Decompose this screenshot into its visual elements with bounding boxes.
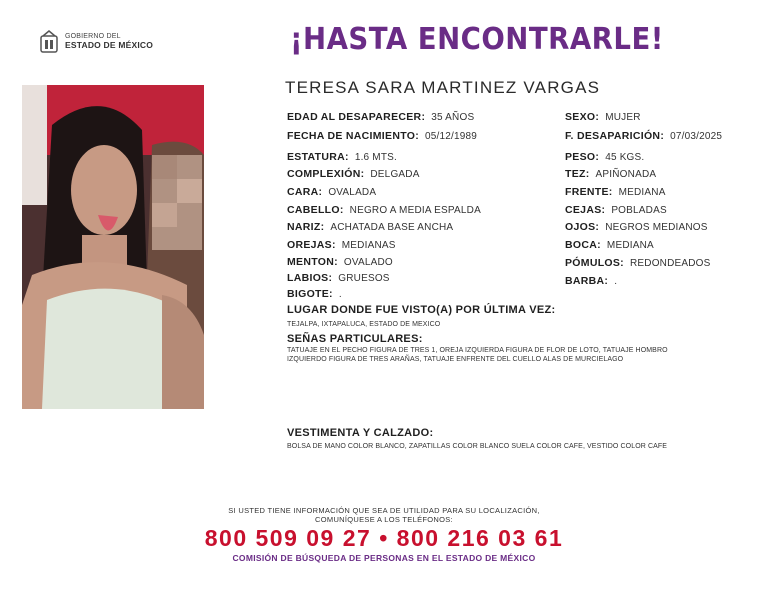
particulars-line-1: TATUAJE EN EL PECHO FIGURA DE TRES 1, OREJA IZQUIERDA FIGURA DE FLOR DE LOTO, TATUAJE HOMBRO [287,347,668,354]
field-peso: PESO: 45 KGS. [565,151,645,163]
field-desaparicion: F. DESAPARICIÓN: 07/03/2025 [565,130,723,142]
field-edad: EDAD AL DESAPARECER: 35 AÑOS [287,111,475,123]
field-cabello: CABELLO: NEGRO A MEDIA ESPALDA [287,204,481,216]
last-seen-label: LUGAR DONDE FUE VISTO(A) POR ÚLTIMA VEZ: [287,304,556,316]
particulars-line-2: IZQUIERDO FIGURA DE TRES ARAÑAS, TATUAJE ENFRENTE DEL CUELLO ALAS DE MURCIELAGO [287,356,624,363]
coat-of-arms-icon [38,30,60,54]
field-pomulos: PÓMULOS: REDONDEADOS [565,257,711,269]
field-complexion: COMPLEXIÓN: DELGADA [287,168,420,180]
field-tez: TEZ: APIÑONADA [565,168,657,180]
particulars-label: SEÑAS PARTICULARES: [287,333,423,345]
field-cara: CARA: OVALADA [287,186,377,198]
field-estatura: ESTATURA: 1.6 MTS. [287,151,397,163]
field-sexo: SEXO: MUJER [565,111,641,123]
field-nacimiento: FECHA DE NACIMIENTO: 05/12/1989 [287,130,478,142]
person-name: TERESA SARA MARTINEZ VARGAS [285,78,601,97]
clothing-label: VESTIMENTA Y CALZADO: [287,427,434,439]
logo-line-2: ESTADO DE MÉXICO [65,40,154,50]
footer-line-1: SI USTED TIENE INFORMACIÓN QUE SEA DE UTILIDAD PARA SU LOCALIZACIÓN, [228,506,540,515]
field-ojos: OJOS: NEGROS MEDIANOS [565,221,708,233]
logo-line-1: GOBIERNO DEL [65,33,121,40]
clothing-value: BOLSA DE MANO COLOR BLANCO, ZAPATILLAS COLOR BLANCO SUELA COLOR CAFE, VESTIDO COLOR CAFE [287,443,668,450]
field-barba: BARBA: . [565,275,618,287]
field-bigote: BIGOTE: . [287,288,342,300]
footer-line-2: COMUNÍQUESE A LOS TELÉFONOS: [315,515,453,524]
agency-name: COMISIÓN DE BÚSQUEDA DE PERSONAS EN EL ESTADO DE MÉXICO [232,553,536,563]
headline: ¡HASTA ENCONTRARLE! [290,22,664,57]
phone-numbers: 800 509 09 27 • 800 216 03 61 [204,525,564,551]
field-nariz: NARIZ: ACHATADA BASE ANCHA [287,221,454,233]
person-photo [22,85,204,409]
field-menton: MENTON: OVALADO [287,256,393,268]
government-logo [38,30,153,54]
field-labios: LABIOS: GRUESOS [287,272,390,284]
field-orejas: OREJAS: MEDIANAS [287,239,396,251]
field-cejas: CEJAS: POBLADAS [565,204,667,216]
field-frente: FRENTE: MEDIANA [565,186,666,198]
field-boca: BOCA: MEDIANA [565,239,654,251]
last-seen-value: TEJALPA, IXTAPALUCA, ESTADO DE MEXICO [287,321,441,328]
